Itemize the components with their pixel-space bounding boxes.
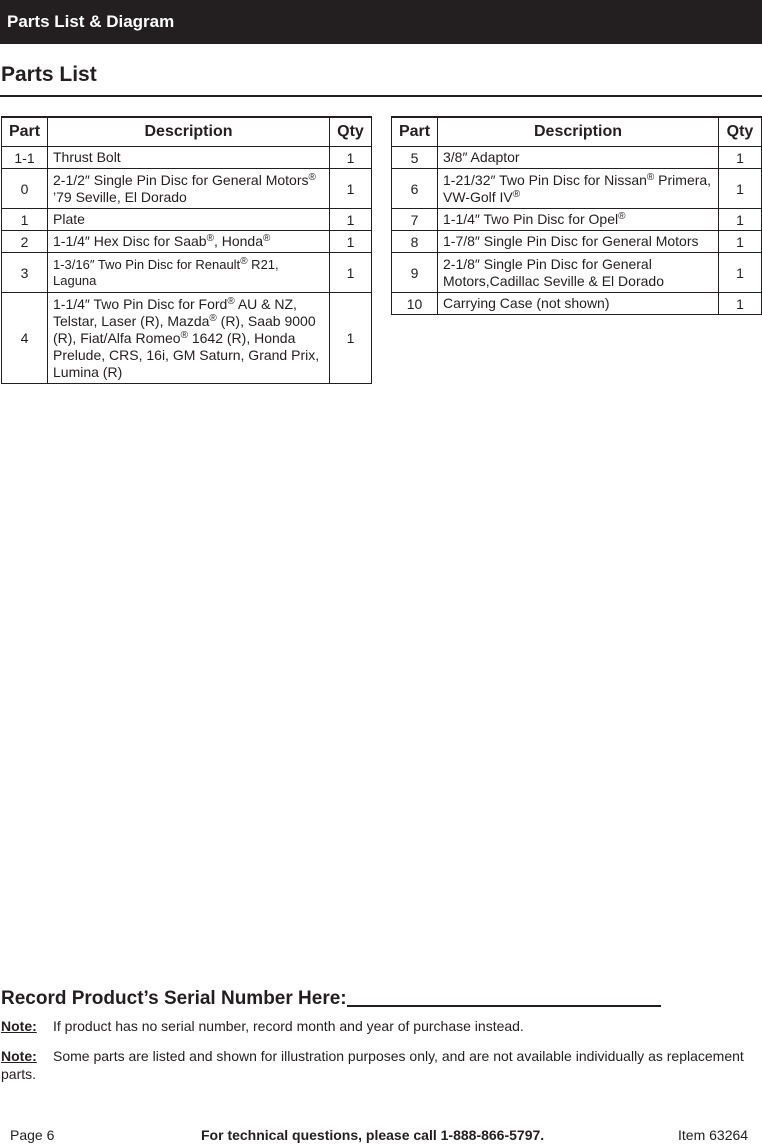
registered-mark: ® [206, 233, 214, 244]
part-qty: 1 [719, 209, 762, 231]
desc-text: 1-3/16″ Two Pin Disc for Renault [53, 256, 241, 272]
part-description: Thrust Bolt [48, 147, 330, 169]
part-description: 2-1/8″ Single Pin Disc for General Motors,Cadillac Seville & El Dorado [438, 253, 719, 293]
footer-item-number: Item 63264 [678, 1127, 749, 1143]
serial-number-label: Record Product’s Serial Number Here: [1, 988, 347, 1009]
desc-text: AU & NZ, Telstar, Laser (R), Mazda [53, 295, 297, 329]
part-description: Carrying Case (not shown) [438, 293, 719, 315]
desc-text: 1-1/4″ Two Pin Disc for Ford [53, 295, 228, 312]
registered-mark: ® [209, 312, 217, 324]
table-row [392, 293, 762, 315]
parts-table-left [1, 116, 372, 384]
registered-mark: ® [308, 171, 316, 183]
note-parts [1, 1047, 751, 1083]
note-label: Note: [1, 1048, 37, 1064]
part-description: 1-7/8″ Single Pin Disc for General Motors [438, 231, 719, 253]
serial-number-record [1, 985, 661, 1010]
part-number: 2 [2, 231, 48, 253]
part-number: 4 [2, 293, 48, 384]
part-description [48, 169, 330, 209]
table-row [2, 231, 372, 253]
section-title: Parts List [1, 63, 97, 86]
desc-text: R21, Laguna [53, 256, 279, 288]
note-text: Some parts are listed and shown for illustration purposes only, and are not available individually as replacement parts. [1, 1048, 744, 1082]
part-number: 3 [2, 253, 48, 293]
parts-table-right [391, 116, 762, 315]
desc-text: ’79 Seville, El Dorado [53, 188, 187, 205]
part-number: 1 [2, 209, 48, 231]
note-text: If product has no serial number, record month and year of purchase instead. [53, 1018, 524, 1034]
note-label: Note: [1, 1018, 37, 1034]
desc-text: 1642 (R), Honda Prelude, CRS, 16i, GM Saturn, Grand Prix, Lumina (R) [53, 329, 320, 380]
part-number: 10 [392, 293, 438, 315]
part-description: 3/8″ Adaptor [438, 147, 719, 169]
part-qty: 1 [330, 293, 372, 384]
part-description: Plate [48, 209, 330, 231]
table-row [392, 231, 762, 253]
part-description [438, 209, 719, 231]
registered-mark: ® [512, 188, 521, 200]
serial-number-blank-line [347, 985, 661, 1007]
column-header-qty: Qty [719, 117, 762, 147]
registered-mark: ® [240, 255, 248, 267]
desc-text: Primera, VW-Golf IV [443, 171, 712, 205]
table-header-row [392, 117, 762, 147]
part-qty: 1 [719, 147, 762, 169]
footer-support-line: For technical questions, please call 1-888-866-5797. [201, 1127, 545, 1143]
desc-text: 2-1/2″ Single Pin Disc for General Motors [53, 171, 309, 188]
part-qty: 1 [719, 253, 762, 293]
part-description [438, 169, 719, 209]
footer-page-number: Page 6 [10, 1127, 55, 1143]
part-qty: 1 [330, 253, 372, 293]
table-row [2, 253, 372, 293]
column-header-part: Part [2, 117, 48, 147]
part-number: 0 [2, 169, 48, 209]
registered-mark: ® [180, 329, 188, 341]
part-qty: 1 [330, 231, 372, 253]
part-qty: 1 [330, 209, 372, 231]
part-number: 9 [392, 253, 438, 293]
registered-mark: ® [227, 295, 235, 307]
part-qty: 1 [719, 231, 762, 253]
part-number: 1-1 [2, 147, 48, 169]
table-row [2, 147, 372, 169]
part-description [48, 253, 330, 293]
header-title: Parts List & Diagram [7, 12, 175, 31]
desc-text: , Honda [213, 233, 263, 249]
desc-text: 1-21/32″ Two Pin Disc for Nissan [443, 171, 647, 188]
section-divider [0, 95, 762, 97]
header-bar [0, 0, 762, 44]
table-row [2, 169, 372, 209]
part-number: 8 [392, 231, 438, 253]
table-row [2, 293, 372, 384]
part-number: 6 [392, 169, 438, 209]
part-qty: 1 [719, 293, 762, 315]
part-qty: 1 [719, 169, 762, 209]
registered-mark: ® [263, 233, 271, 244]
table-row [392, 169, 762, 209]
column-header-qty: Qty [330, 117, 372, 147]
note-serial [1, 1017, 751, 1035]
table-row [2, 209, 372, 231]
part-description [48, 293, 330, 384]
column-header-description: Description [48, 117, 330, 147]
table-row [392, 253, 762, 293]
part-description [48, 231, 330, 253]
part-number: 7 [392, 209, 438, 231]
table-row [392, 147, 762, 169]
desc-text: 1-1/4″ Hex Disc for Saab [53, 233, 207, 249]
column-header-description: Description [438, 117, 719, 147]
part-qty: 1 [330, 169, 372, 209]
table-row [392, 209, 762, 231]
registered-mark: ® [618, 211, 626, 222]
part-number: 5 [392, 147, 438, 169]
desc-text: (R), Saab 9000 (R), Fiat/Alfa Romeo [53, 312, 316, 346]
table-header-row [2, 117, 372, 147]
registered-mark: ® [646, 171, 655, 183]
column-header-part: Part [392, 117, 438, 147]
part-qty: 1 [330, 147, 372, 169]
desc-text: 1-1/4″ Two Pin Disc for Opel [443, 211, 619, 227]
